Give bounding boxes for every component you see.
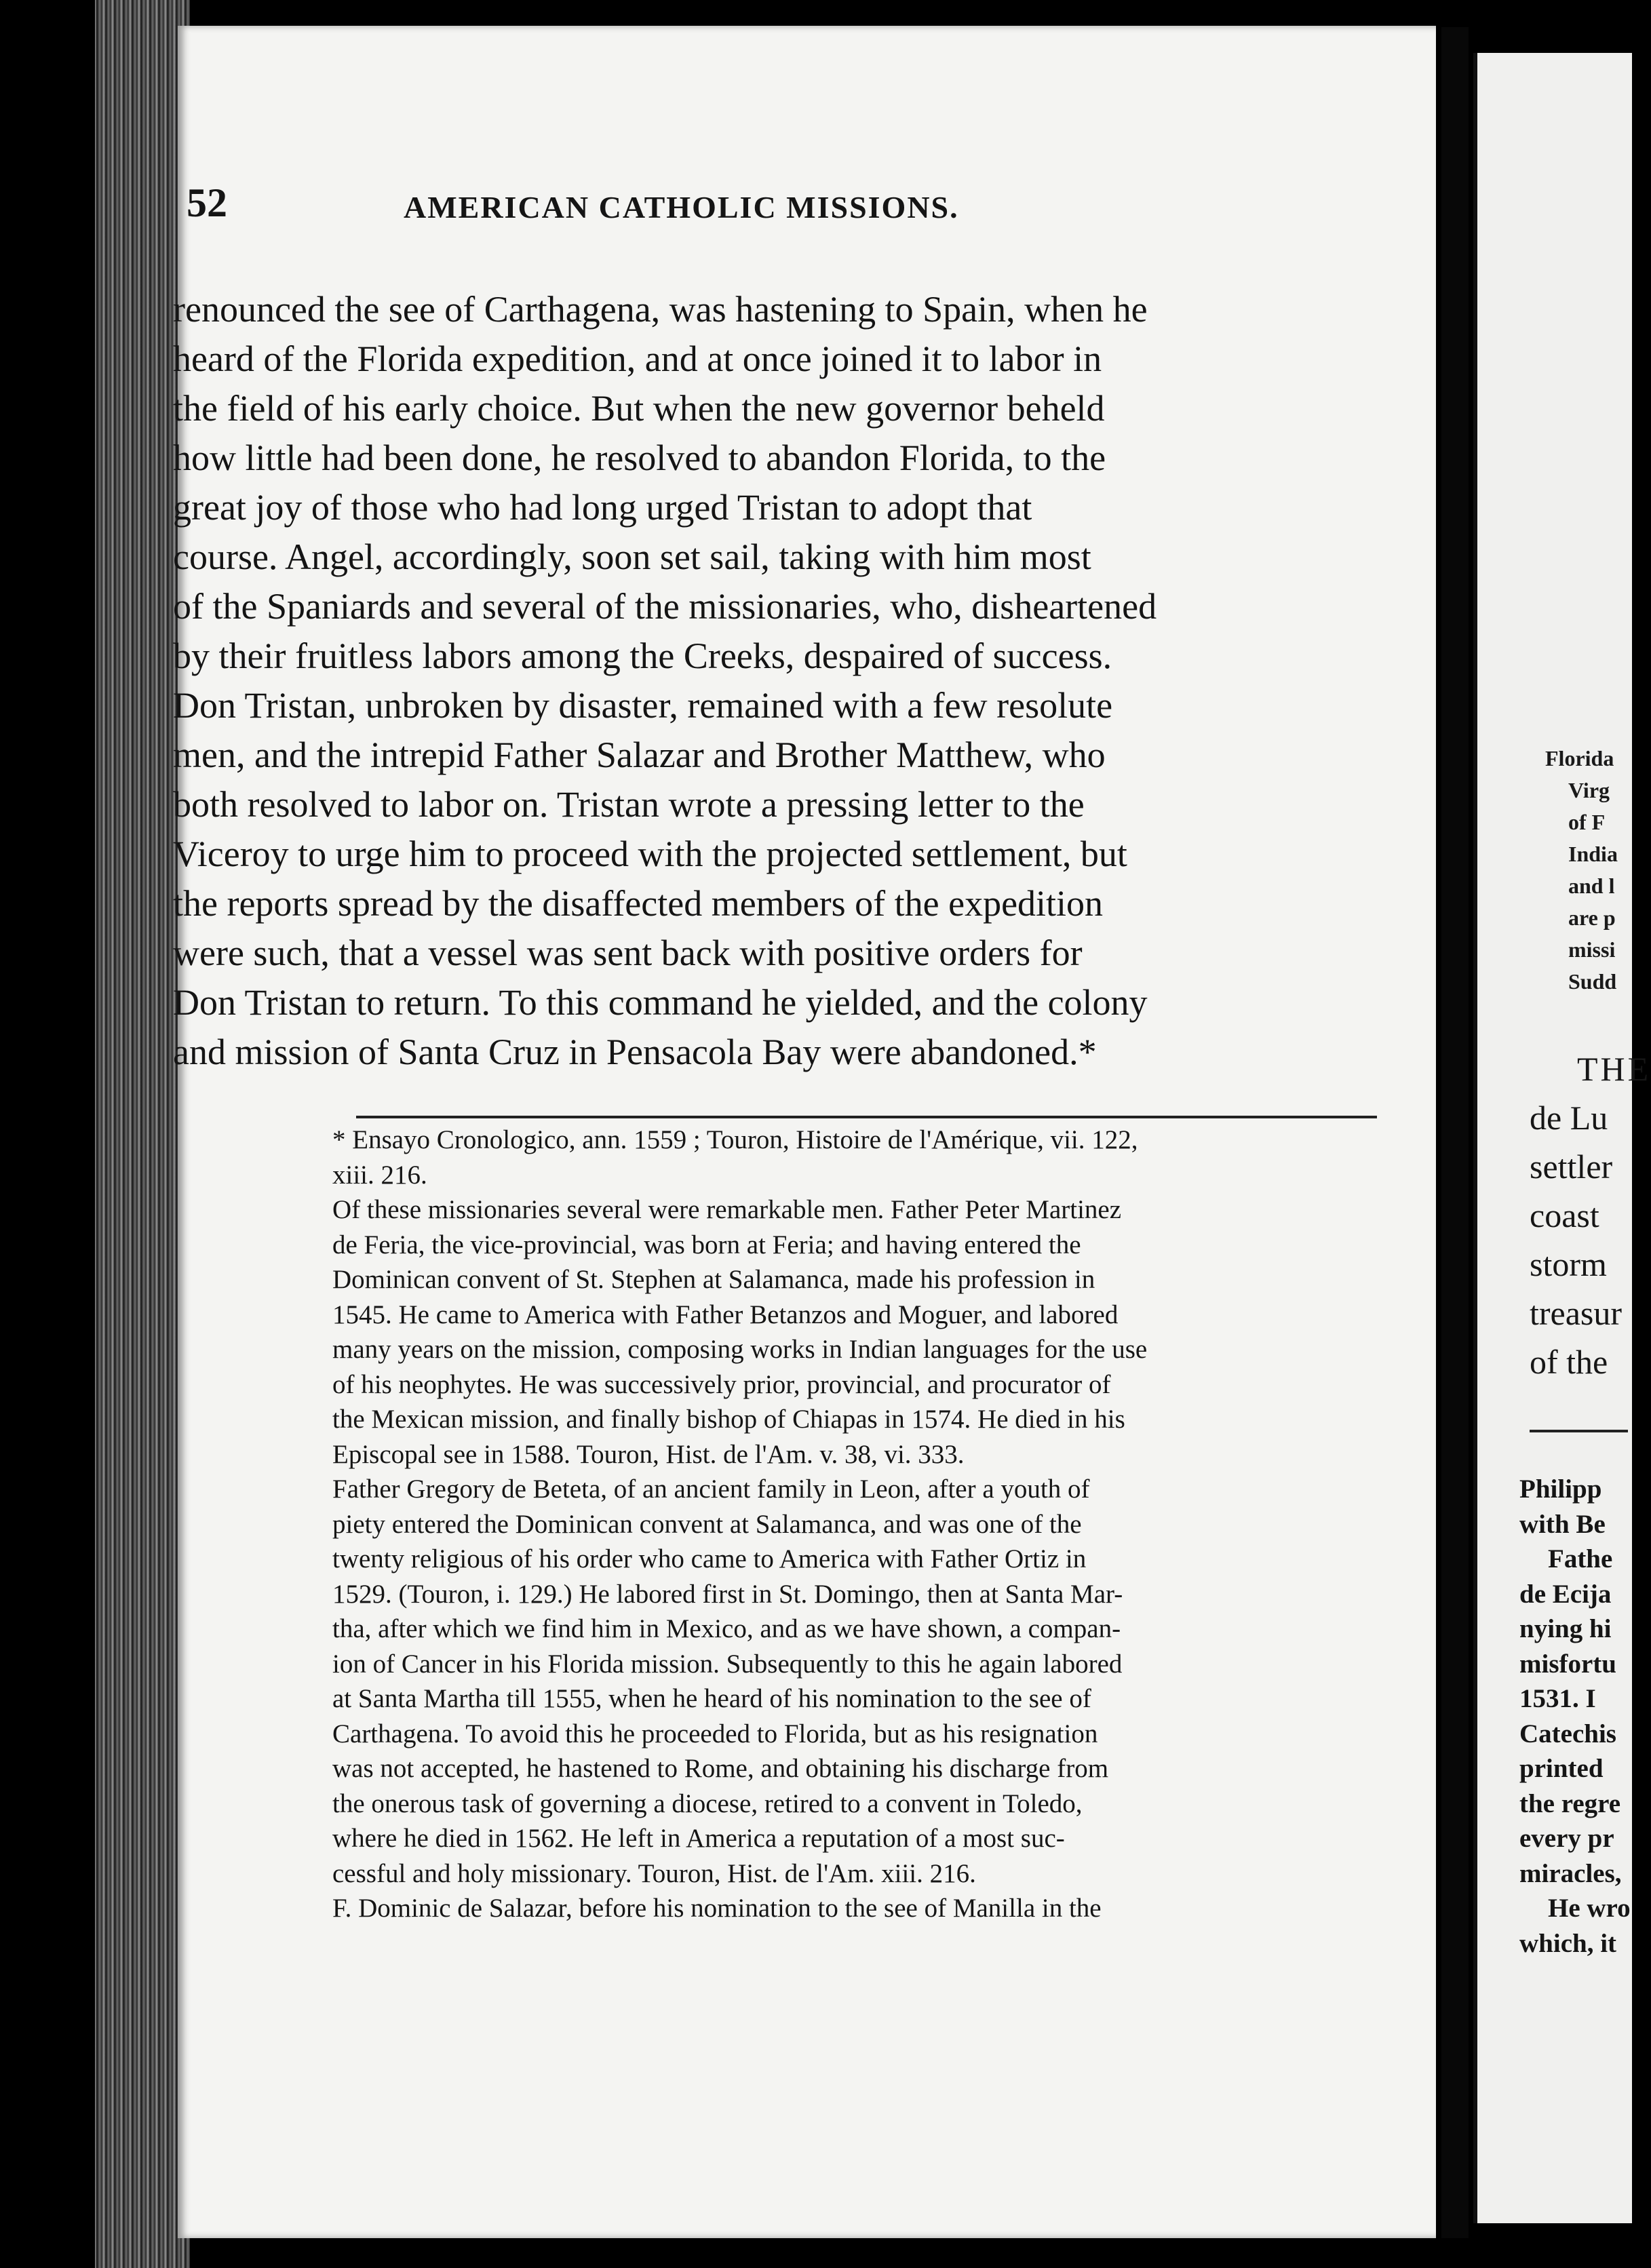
footnote-line: Of these missionaries several were remarkable men. Father Peter Martinez bbox=[332, 1195, 1122, 1224]
body-line: renounced the see of Carthagena, was hastening to Spain, when he bbox=[173, 289, 1148, 330]
facing-sidenote-line: India bbox=[1568, 842, 1618, 866]
facing-main-line: settler bbox=[1530, 1148, 1613, 1186]
facing-footnote-line: de Ecija bbox=[1519, 1579, 1612, 1609]
body-line: by their fruitless labors among the Creeks, despaired of success. bbox=[173, 636, 1112, 676]
footnote-line: tha, after which we find him in Mexico, and as we have shown, a compan- bbox=[332, 1614, 1121, 1643]
facing-footnote-line: printed bbox=[1519, 1754, 1604, 1783]
body-line: were such, that a vessel was sent back with positive orders for bbox=[173, 933, 1083, 973]
footnote-line: Dominican convent of St. Stephen at Salamanca, made his profession in bbox=[332, 1265, 1095, 1294]
facing-sidenote-line: Virg bbox=[1568, 778, 1610, 802]
footnote-line: ion of Cancer in his Florida mission. Subsequently to this he again labored bbox=[332, 1649, 1123, 1679]
body-line: of the Spaniards and several of the missionaries, who, disheartened bbox=[173, 586, 1157, 627]
facing-footnote-line: every pr bbox=[1519, 1824, 1614, 1853]
footnote-line: the Mexican mission, and finally bishop of Chiapas in 1574. He died in his bbox=[332, 1405, 1125, 1434]
facing-main-line: de Lu bbox=[1530, 1099, 1608, 1137]
body-line: heard of the Florida expedition, and at once joined it to labor in bbox=[173, 338, 1102, 379]
footnote-line: cessful and holy missionary. Touron, Hist. de l'Am. xiii. 216. bbox=[332, 1858, 976, 1888]
footnote-line: twenty religious of his order who came to America with Father Ortiz in bbox=[332, 1544, 1087, 1573]
facing-sidenote-line: and l bbox=[1568, 874, 1615, 898]
facing-main-line: of the bbox=[1530, 1343, 1608, 1381]
footnote-line: Father Gregory de Beteta, of an ancient family in Leon, after a youth of bbox=[332, 1474, 1090, 1504]
footnote-line: where he died in 1562. He left in America a reputation of a most suc- bbox=[332, 1824, 1065, 1853]
facing-footnotes bbox=[1519, 1472, 1635, 1961]
body-line: Don Tristan to return. To this command he yielded, and the colony bbox=[173, 982, 1148, 1023]
body-line: the reports spread by the disaffected members of the expedition bbox=[173, 883, 1104, 924]
body-text bbox=[173, 285, 1394, 1077]
facing-footnote-line: 1531. I bbox=[1519, 1684, 1596, 1713]
facing-footnote-line: Fathe bbox=[1548, 1544, 1613, 1573]
facing-footnote-line: Catechis bbox=[1519, 1719, 1616, 1748]
running-head: AMERICAN CATHOLIC MISSIONS. bbox=[404, 190, 959, 224]
facing-main-line: treasur bbox=[1530, 1294, 1623, 1332]
body-line: Don Tristan, unbroken by disaster, remained with a few resolute bbox=[173, 685, 1113, 726]
footnote-line: many years on the mission, composing works in Indian languages for the use bbox=[332, 1335, 1148, 1364]
body-line: how little had been done, he resolved to abandon Florida, to the bbox=[173, 437, 1106, 478]
page-number: 52 bbox=[187, 180, 227, 225]
body-line: Viceroy to urge him to proceed with the projected settlement, but bbox=[173, 834, 1127, 874]
footnote-line: Episcopal see in 1588. Touron, Hist. de l'Am. v. 38, vi. 333. bbox=[332, 1439, 965, 1469]
facing-sidenote-line: missi bbox=[1568, 937, 1616, 962]
body-line: great joy of those who had long urged Tristan to adopt that bbox=[173, 487, 1032, 528]
body-line: men, and the intrepid Father Salazar and Brother Matthew, who bbox=[173, 735, 1106, 775]
facing-footnote-line: nying hi bbox=[1519, 1614, 1612, 1643]
facing-sidenote-line: are p bbox=[1568, 905, 1616, 930]
facing-sidenote-line: Sudd bbox=[1568, 969, 1617, 994]
facing-main-text bbox=[1530, 1044, 1651, 1386]
facing-main-line: storm bbox=[1530, 1245, 1607, 1283]
facing-footnote-divider bbox=[1530, 1430, 1628, 1432]
facing-sidenote-line: Florida bbox=[1545, 746, 1614, 770]
footnote-line: at Santa Martha till 1555, when he heard of his nomination to the see of bbox=[332, 1684, 1091, 1713]
footnote-line: was not accepted, he hastened to Rome, and obtaining his discharge from bbox=[332, 1754, 1109, 1783]
footnote-line: piety entered the Dominican convent at Salamanca, and was one of the bbox=[332, 1509, 1082, 1539]
footnote-line: of his neophytes. He was successively prior, provincial, and procurator of bbox=[332, 1369, 1111, 1399]
facing-sidenote-line: of F bbox=[1568, 810, 1606, 834]
facing-footnote-line: with Be bbox=[1519, 1509, 1606, 1539]
body-line: the field of his early choice. But when the new governor beheld bbox=[173, 388, 1105, 429]
footnote-line: xiii. 216. bbox=[332, 1160, 427, 1190]
facing-main-line: coast bbox=[1530, 1196, 1599, 1234]
facing-footnote-line: the regre bbox=[1519, 1788, 1621, 1818]
facing-footnote-line: He wro bbox=[1548, 1894, 1631, 1923]
binding-shadow bbox=[0, 0, 95, 2268]
footnote-line: Carthagena. To avoid this he proceeded to Florida, but as his resignation bbox=[332, 1719, 1098, 1748]
facing-footnote-line: which, it bbox=[1519, 1928, 1617, 1958]
facing-footnote-line: misfortu bbox=[1519, 1649, 1616, 1679]
footnote-line: 1529. (Touron, i. 129.) He labored first in St. Domingo, then at Santa Mar- bbox=[332, 1579, 1123, 1609]
body-line: course. Angel, accordingly, soon set sail, taking with him most bbox=[173, 536, 1091, 577]
footnote-line: the onerous task of governing a diocese, retired to a convent in Toledo, bbox=[332, 1788, 1083, 1818]
footnote-line: * Ensayo Cronologico, ann. 1559 ; Touron, Histoire de l'Amérique, vii. 122, bbox=[332, 1125, 1138, 1154]
footnote-divider bbox=[356, 1116, 1377, 1118]
facing-main-line: THE bbox=[1577, 1050, 1651, 1088]
body-line: and mission of Santa Cruz in Pensacola Bay were abandoned.* bbox=[173, 1032, 1097, 1072]
facing-footnote-line: Philipp bbox=[1519, 1474, 1602, 1504]
footnote-line: de Feria, the vice-provincial, was born at Feria; and having entered the bbox=[332, 1230, 1081, 1259]
page-header bbox=[187, 180, 1184, 254]
footnotes bbox=[332, 1122, 1391, 1926]
facing-footnote-line: miracles, bbox=[1519, 1858, 1622, 1888]
facing-sidenote bbox=[1545, 743, 1633, 998]
gutter-shadow bbox=[1441, 27, 1469, 2238]
footnote-line: 1545. He came to America with Father Betanzos and Moguer, and labored bbox=[332, 1299, 1119, 1329]
footnote-line: F. Dominic de Salazar, before his nomination to the see of Manilla in the bbox=[332, 1894, 1102, 1923]
body-line: both resolved to labor on. Tristan wrote a pressing letter to the bbox=[173, 784, 1085, 825]
